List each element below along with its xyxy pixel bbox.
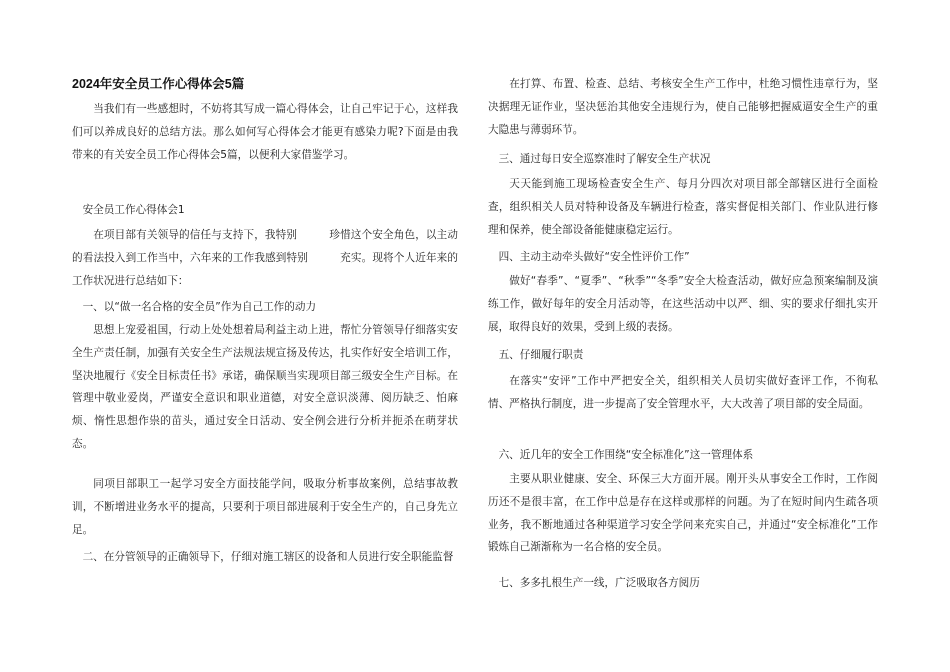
section-heading: 四、主动主动牵头做好“安全性评价工作”: [498, 251, 690, 263]
intro-paragraph: 当我们有一些感想时，不妨将其写成一篇心得体会，让自己牢记于心，这样我们可以养成良好的总结方法。那么如何写心得体会才能更有感染力呢?下面是由我带来的有关安全员工作心得体会5篇，以便利大家借鉴学习。: [72, 103, 458, 161]
body-paragraph: 在落实“安评”工作中严把安全关，组织相关人员切实做好查评工作，不徇私情、严格执行制度，进一步提高了安全管理水平，大大改善了项目部的安全局面。: [488, 375, 878, 410]
body-paragraph: 做好“春季”、“夏季”、“秋季”“冬季”安全大检查活动，做好应急预案编制及演练工作，做好每年的安全月活动等，在这些活动中以严、细、实的要求仔细扎实开展，取得良好的效果，受到上级的表扬。: [488, 275, 878, 333]
section-heading: 六、近几年的安全工作围绕“安全标准化”这一管理体系: [498, 449, 754, 461]
section-title: 安全员工作心得体会1: [82, 204, 185, 216]
section-heading: 三、通过每日安全巡察准时了解安全生产状况: [498, 153, 711, 165]
body-paragraph: 在项目部有关领导的信任与支持下，我特别 珍惜这个安全角色，以主动的看法投入到工作当中，六年来的工作我感到特别 充实。现将个人近年来的工作状况进行总结如下：: [72, 229, 458, 287]
document-title: 2024年安全员工作心得体会5篇: [72, 77, 245, 91]
section-heading: 七、多多扎根生产一线，广泛吸取各方阅历: [498, 577, 700, 589]
body-paragraph: 在打算、布置、检查、总结、考核安全生产工作中，杜绝习惯性违章行为，坚决据理无证作业，坚决惩治其他安全违规行为，使自己能够把握威逼安全生产的重大隐患与薄弱环节。: [488, 78, 878, 136]
section-heading: 一、以“做一名合格的安全员”作为自己工作的动力: [82, 301, 317, 313]
body-paragraph: 思想上宠爱祖国，行动上处处想着局利益主动上进，帮忙分管领导仔细落实安全生产责任制，加强有关安全生产法规法规宣扬及传达，扎实作好安全培训工作，坚决地履行《安全目标责任书》承诺，确保顺当实现项目部三级安全生产目标。在管理中敬业爱岗，严谨安全意识和职业道德，对安全意识淡薄、阅历缺乏、怕麻烦、惰性思想作祟的苗头，通过安全日活动、安全例会进行分析并扼杀在萌芽状态。: [72, 324, 458, 450]
body-paragraph: 同项目部职工一起学习安全方面技能学问，吸取分析事故案例，总结事故教训，不断增进业务水平的提高，只要利于项目部进展利于安全生产的，自己身先立足。: [72, 478, 458, 536]
body-paragraph: 天天能到施工现场检查安全生产、每月分四次对项目部全部辖区进行全面检查，组织相关人员对特种设备及车辆进行检查，落实督促相关部门、作业队进行修理和保养，使全部设备能健康稳定运行。: [488, 178, 878, 236]
body-paragraph: 主要从职业健康、安全、环保三大方面开展。刚开头从事安全工作时，工作阅历还不是很丰富，在工作中总是存在这样或那样的问题。为了在短时间内生疏各项业务，我不断地通过各种渠道学习安全学问来充实自己，并通过“安全标准化”工作锻炼自己渐渐称为一名合格的安全员。: [488, 473, 878, 554]
section-heading: 五、仔细履行职责: [498, 349, 584, 361]
section-heading: 二、在分管领导的正确领导下，仔细对施工辖区的设备和人员进行安全职能监督: [82, 551, 454, 563]
